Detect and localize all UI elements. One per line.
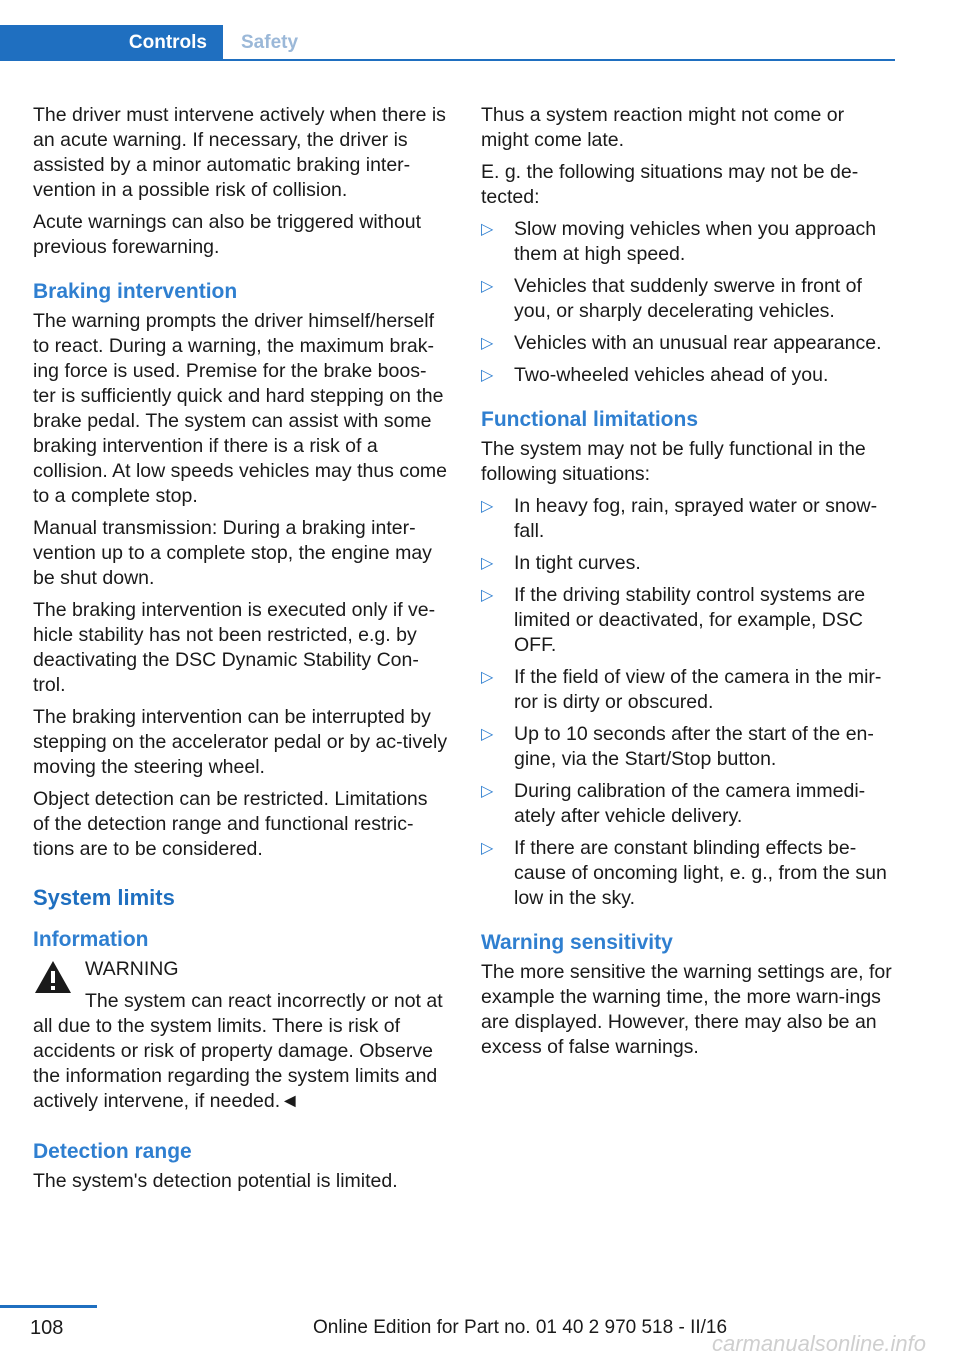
paragraph: The more sensitive the warning settings are, for example the warning time, the more warn-ings are displayed. However, there may also be an excess of false warnings. <box>481 961 892 1058</box>
bullet-icon: ▷ <box>481 367 494 384</box>
detection-list <box>481 217 896 388</box>
paragraph: Object detection can be restricted. Limitations of the detection range and functional restric-tions are to be considered. <box>33 788 428 860</box>
heading-system-limits: System limits <box>33 885 175 910</box>
paragraph: The braking intervention can be interrupted by stepping on the accelerator pedal or by ac-tively moving the steering wheel. <box>33 706 448 778</box>
heading-detection-range: Detection range <box>33 1140 192 1163</box>
edition-text: Online Edition for Part no. 01 40 2 970 518 - II/16 <box>313 1317 728 1338</box>
list-item: ▷ During calibration of the camera immedi-ately after vehicle delivery. <box>481 780 866 827</box>
bullet-icon: ▷ <box>481 555 494 572</box>
paragraph: The system may not be fully functional in the following situations: <box>481 438 866 485</box>
paragraph: The warning prompts the driver himself/herself to react. During a warning, the maximum brak-ing force is used. Premise for the brake boos-ter is sufficiently quick and hard stepping on the brake pedal. The system can assist with some braking intervention if there is a risk of a collision. At low speeds vehicles may thus come to a complete stop. <box>33 310 448 507</box>
warning-text: The system can react incorrectly or not at all due to the system limits. There is risk of accidents or risk of property damage. Observe the information regarding the system limits and actively intervene, if needed.◄ <box>33 990 443 1112</box>
warning-triangle-icon <box>33 959 73 995</box>
list-item: ▷ In heavy fog, rain, sprayed water or snow-fall. <box>481 495 878 542</box>
list-item: ▷ If the driving stability control systems are limited or deactivated, for example, DSC OFF. <box>481 584 866 656</box>
bullet-icon: ▷ <box>481 498 494 515</box>
heading-braking-intervention: Braking intervention <box>33 280 238 303</box>
list-item: ▷ If there are constant blinding effects be-cause of oncoming light, e. g., from the sun low in the sky. <box>481 837 887 909</box>
functional-list <box>481 494 896 911</box>
list-item: ▷ Up to 10 seconds after the start of the en-gine, via the Start/Stop button. <box>481 723 874 770</box>
bullet-icon: ▷ <box>481 669 494 686</box>
bullet-icon: ▷ <box>481 278 494 295</box>
page-number: 108 <box>30 1317 64 1339</box>
list-item: ▷ In tight curves. <box>481 552 641 574</box>
list-item: ▷ Two-wheeled vehicles ahead of you. <box>481 364 829 386</box>
footer-rule <box>0 1305 97 1308</box>
paragraph: The braking intervention is executed only if ve-hicle stability has not been restricted, e.g. by deactivating the DSC Dynamic Stability Con-trol. <box>33 599 436 696</box>
paragraph: The driver must intervene actively when there is an acute warning. If necessary, the driver is assisted by a minor automatic braking inter-vention in a possible risk of collision. <box>33 104 446 201</box>
bullet-icon: ▷ <box>481 840 494 857</box>
list-item: ▷ Slow moving vehicles when you approach them at high speed. <box>481 218 877 265</box>
paragraph: Manual transmission: During a braking inter-vention up to a complete stop, the engine may be shut down. <box>33 517 432 589</box>
warning-title: WARNING <box>85 958 179 980</box>
paragraph: Acute warnings can also be triggered without previous forewarning. <box>33 211 422 258</box>
heading-functional-limitations: Functional limitations <box>481 408 699 431</box>
list-item: ▷ Vehicles with an unusual rear appearance. <box>481 332 882 354</box>
list-item: ▷ Vehicles that suddenly swerve in front of you, or sharply decelerating vehicles. <box>481 275 862 322</box>
bullet-icon: ▷ <box>481 221 494 238</box>
bullet-icon: ▷ <box>481 783 494 800</box>
right-column <box>481 103 896 1067</box>
paragraph: Thus a system reaction might not come or might come late. <box>481 104 845 151</box>
heading-information: Information <box>33 928 149 951</box>
list-item: ▷ If the field of view of the camera in the mir-ror is dirty or obscured. <box>481 666 882 713</box>
bullet-icon: ▷ <box>481 726 494 743</box>
left-column <box>33 103 448 1201</box>
tab-divider <box>0 59 895 61</box>
tab-safety[interactable]: Safety <box>241 32 299 53</box>
warning-block <box>33 957 448 1114</box>
heading-warning-sensitivity: Warning sensitivity <box>481 931 673 954</box>
bullet-icon: ▷ <box>481 335 494 352</box>
paragraph: The system's detection potential is limited. <box>33 1170 398 1192</box>
paragraph: E. g. the following situations may not be de-tected: <box>481 161 859 208</box>
bullet-icon: ▷ <box>481 587 494 604</box>
watermark: carmanualsonline.info <box>712 1331 927 1356</box>
chapter-tabs <box>0 25 895 61</box>
tab-controls[interactable]: Controls <box>0 25 223 61</box>
